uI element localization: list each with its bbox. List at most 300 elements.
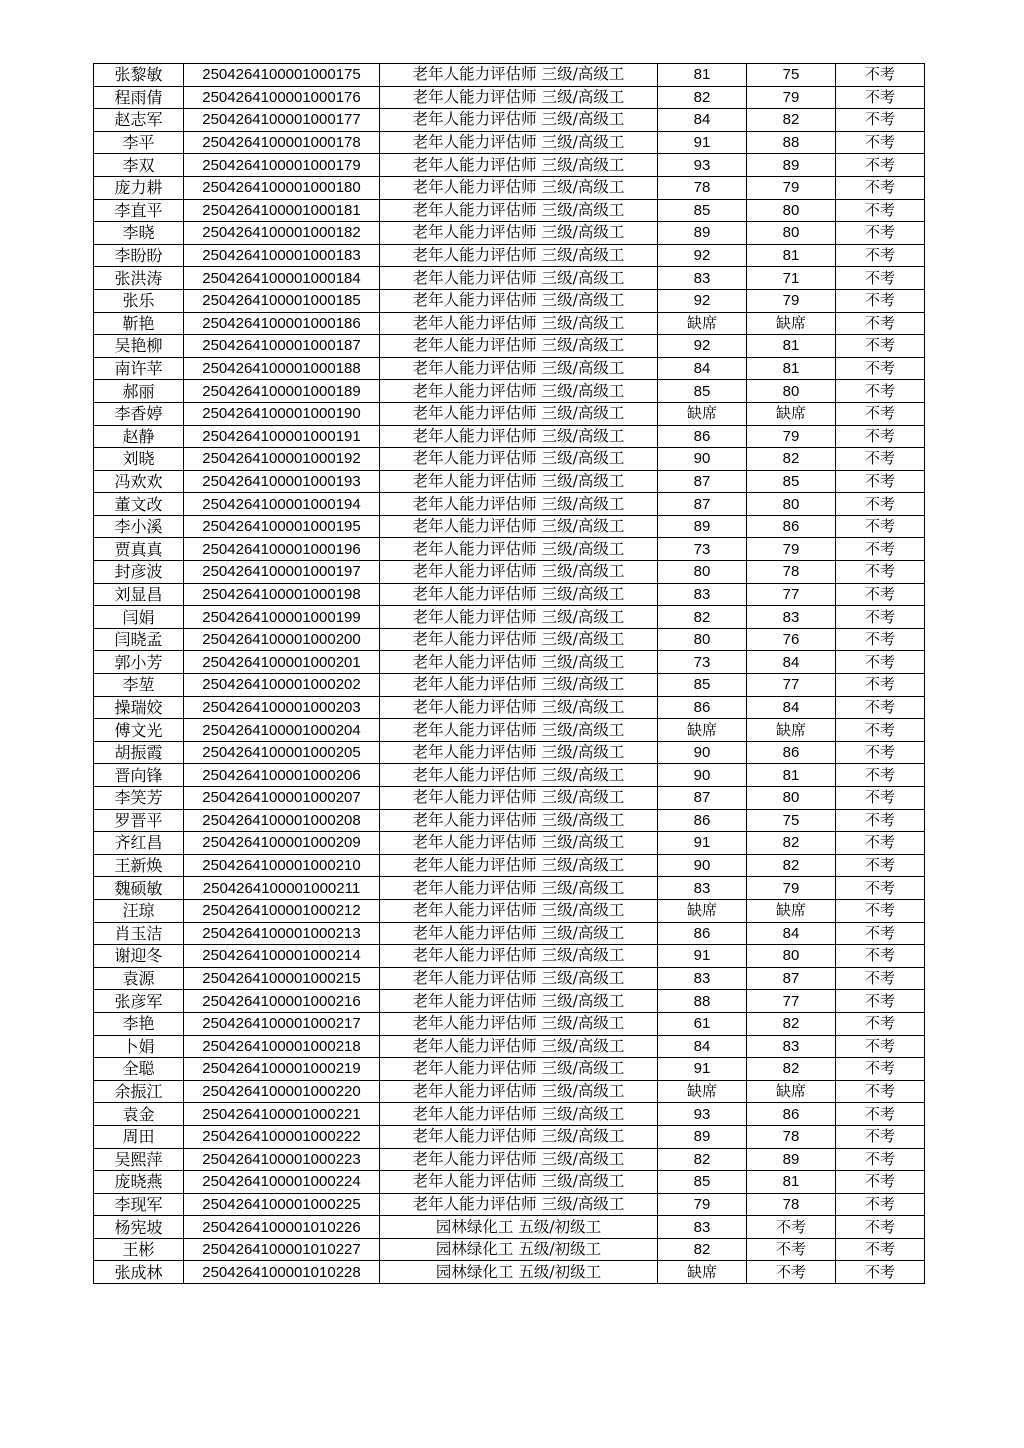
ticket-number-cell: 2504264100001000220	[184, 1080, 380, 1103]
table-row	[94, 493, 925, 516]
theory-score-cell: 83	[658, 583, 747, 606]
skill-score-cell: 79	[747, 86, 836, 109]
theory-score-cell: 84	[658, 357, 747, 380]
occupation-level-cell: 老年人能力评估师 三级/高级工	[380, 990, 658, 1013]
skill-score-cell: 71	[747, 267, 836, 290]
theory-score-cell: 73	[658, 651, 747, 674]
skill-score-cell: 84	[747, 651, 836, 674]
skill-score-cell: 81	[747, 764, 836, 787]
table-row	[94, 244, 925, 267]
table-row	[94, 990, 925, 1013]
candidate-name-cell: 李香婷	[94, 402, 184, 425]
theory-score-cell: 87	[658, 787, 747, 810]
occupation-level-cell: 老年人能力评估师 三级/高级工	[380, 335, 658, 358]
skill-score-cell: 缺席	[747, 899, 836, 922]
ticket-number-cell: 2504264100001000191	[184, 425, 380, 448]
occupation-level-cell: 园林绿化工 五级/初级工	[380, 1238, 658, 1261]
ticket-number-cell: 2504264100001000179	[184, 154, 380, 177]
occupation-level-cell: 老年人能力评估师 三级/高级工	[380, 945, 658, 968]
ticket-number-cell: 2504264100001000188	[184, 357, 380, 380]
theory-score-cell: 79	[658, 1193, 747, 1216]
skill-score-cell: 81	[747, 335, 836, 358]
candidate-name-cell: 李小溪	[94, 515, 184, 538]
comprehensive-score-cell: 不考	[836, 1058, 925, 1081]
ticket-number-cell: 2504264100001000211	[184, 877, 380, 900]
ticket-number-cell: 2504264100001000183	[184, 244, 380, 267]
skill-score-cell: 86	[747, 1103, 836, 1126]
table-row	[94, 1148, 925, 1171]
theory-score-cell: 83	[658, 877, 747, 900]
comprehensive-score-cell: 不考	[836, 493, 925, 516]
ticket-number-cell: 2504264100001000209	[184, 832, 380, 855]
skill-score-cell: 79	[747, 176, 836, 199]
table-row	[94, 86, 925, 109]
table-row	[94, 787, 925, 810]
table-row	[94, 109, 925, 132]
occupation-level-cell: 老年人能力评估师 三级/高级工	[380, 1103, 658, 1126]
table-row	[94, 1012, 925, 1035]
occupation-level-cell: 老年人能力评估师 三级/高级工	[380, 1035, 658, 1058]
comprehensive-score-cell: 不考	[836, 696, 925, 719]
ticket-number-cell: 2504264100001000224	[184, 1171, 380, 1194]
theory-score-cell: 86	[658, 809, 747, 832]
candidate-name-cell: 操瑞姣	[94, 696, 184, 719]
theory-score-cell: 89	[658, 1125, 747, 1148]
skill-score-cell: 77	[747, 583, 836, 606]
candidate-name-cell: 赵静	[94, 425, 184, 448]
comprehensive-score-cell: 不考	[836, 628, 925, 651]
comprehensive-score-cell: 不考	[836, 990, 925, 1013]
skill-score-cell: 82	[747, 109, 836, 132]
ticket-number-cell: 2504264100001000176	[184, 86, 380, 109]
candidate-name-cell: 刘晓	[94, 448, 184, 471]
candidate-name-cell: 赵志军	[94, 109, 184, 132]
theory-score-cell: 84	[658, 109, 747, 132]
ticket-number-cell: 2504264100001000213	[184, 922, 380, 945]
candidate-name-cell: 罗晋平	[94, 809, 184, 832]
candidate-name-cell: 袁金	[94, 1103, 184, 1126]
candidate-name-cell: 庞力耕	[94, 176, 184, 199]
skill-score-cell: 不考	[747, 1261, 836, 1284]
table-row	[94, 1103, 925, 1126]
comprehensive-score-cell: 不考	[836, 244, 925, 267]
ticket-number-cell: 2504264100001000207	[184, 787, 380, 810]
comprehensive-score-cell: 不考	[836, 448, 925, 471]
comprehensive-score-cell: 不考	[836, 877, 925, 900]
comprehensive-score-cell: 不考	[836, 515, 925, 538]
comprehensive-score-cell: 不考	[836, 176, 925, 199]
ticket-number-cell: 2504264100001000187	[184, 335, 380, 358]
theory-score-cell: 缺席	[658, 1261, 747, 1284]
table-row	[94, 945, 925, 968]
table-row	[94, 312, 925, 335]
occupation-level-cell: 老年人能力评估师 三级/高级工	[380, 967, 658, 990]
theory-score-cell: 83	[658, 267, 747, 290]
candidate-name-cell: 刘显昌	[94, 583, 184, 606]
table-row	[94, 357, 925, 380]
comprehensive-score-cell: 不考	[836, 1171, 925, 1194]
ticket-number-cell: 2504264100001000210	[184, 854, 380, 877]
ticket-number-cell: 2504264100001000181	[184, 199, 380, 222]
ticket-number-cell: 2504264100001000225	[184, 1193, 380, 1216]
comprehensive-score-cell: 不考	[836, 945, 925, 968]
ticket-number-cell: 2504264100001000195	[184, 515, 380, 538]
occupation-level-cell: 园林绿化工 五级/初级工	[380, 1216, 658, 1239]
candidate-name-cell: 王彬	[94, 1238, 184, 1261]
ticket-number-cell: 2504264100001000180	[184, 176, 380, 199]
skill-score-cell: 83	[747, 1035, 836, 1058]
ticket-number-cell: 2504264100001000217	[184, 1012, 380, 1035]
theory-score-cell: 61	[658, 1012, 747, 1035]
ticket-number-cell: 2504264100001000192	[184, 448, 380, 471]
occupation-level-cell: 老年人能力评估师 三级/高级工	[380, 719, 658, 742]
ticket-number-cell: 2504264100001000193	[184, 470, 380, 493]
comprehensive-score-cell: 不考	[836, 832, 925, 855]
table-row	[94, 448, 925, 471]
table-row	[94, 606, 925, 629]
table-row	[94, 651, 925, 674]
theory-score-cell: 85	[658, 380, 747, 403]
ticket-number-cell: 2504264100001000198	[184, 583, 380, 606]
theory-score-cell: 80	[658, 561, 747, 584]
occupation-level-cell: 老年人能力评估师 三级/高级工	[380, 1148, 658, 1171]
ticket-number-cell: 2504264100001000221	[184, 1103, 380, 1126]
table-row	[94, 583, 925, 606]
candidate-name-cell: 王新焕	[94, 854, 184, 877]
ticket-number-cell: 2504264100001000212	[184, 899, 380, 922]
candidate-name-cell: 南许苹	[94, 357, 184, 380]
table-row	[94, 1238, 925, 1261]
table-row	[94, 764, 925, 787]
skill-score-cell: 缺席	[747, 719, 836, 742]
ticket-number-cell: 2504264100001000222	[184, 1125, 380, 1148]
ticket-number-cell: 2504264100001000199	[184, 606, 380, 629]
occupation-level-cell: 老年人能力评估师 三级/高级工	[380, 809, 658, 832]
occupation-level-cell: 老年人能力评估师 三级/高级工	[380, 538, 658, 561]
ticket-number-cell: 2504264100001000175	[184, 64, 380, 87]
comprehensive-score-cell: 不考	[836, 1012, 925, 1035]
theory-score-cell: 90	[658, 854, 747, 877]
ticket-number-cell: 2504264100001000215	[184, 967, 380, 990]
theory-score-cell: 90	[658, 741, 747, 764]
occupation-level-cell: 老年人能力评估师 三级/高级工	[380, 674, 658, 697]
occupation-level-cell: 老年人能力评估师 三级/高级工	[380, 402, 658, 425]
skill-score-cell: 79	[747, 425, 836, 448]
table-row	[94, 1193, 925, 1216]
theory-score-cell: 83	[658, 967, 747, 990]
ticket-number-cell: 2504264100001000185	[184, 289, 380, 312]
occupation-level-cell: 老年人能力评估师 三级/高级工	[380, 1012, 658, 1035]
comprehensive-score-cell: 不考	[836, 1080, 925, 1103]
theory-score-cell: 92	[658, 335, 747, 358]
score-table-body	[94, 64, 925, 1284]
theory-score-cell: 78	[658, 176, 747, 199]
candidate-name-cell: 董文改	[94, 493, 184, 516]
occupation-level-cell: 老年人能力评估师 三级/高级工	[380, 832, 658, 855]
table-row	[94, 1171, 925, 1194]
candidate-name-cell: 靳艳	[94, 312, 184, 335]
table-row	[94, 832, 925, 855]
ticket-number-cell: 2504264100001000201	[184, 651, 380, 674]
candidate-name-cell: 魏硕敏	[94, 877, 184, 900]
candidate-name-cell: 贾真真	[94, 538, 184, 561]
comprehensive-score-cell: 不考	[836, 267, 925, 290]
comprehensive-score-cell: 不考	[836, 922, 925, 945]
theory-score-cell: 82	[658, 86, 747, 109]
occupation-level-cell: 老年人能力评估师 三级/高级工	[380, 651, 658, 674]
skill-score-cell: 80	[747, 222, 836, 245]
skill-score-cell: 81	[747, 244, 836, 267]
occupation-level-cell: 老年人能力评估师 三级/高级工	[380, 380, 658, 403]
candidate-name-cell: 闫晓孟	[94, 628, 184, 651]
comprehensive-score-cell: 不考	[836, 583, 925, 606]
occupation-level-cell: 老年人能力评估师 三级/高级工	[380, 176, 658, 199]
theory-score-cell: 90	[658, 448, 747, 471]
occupation-level-cell: 老年人能力评估师 三级/高级工	[380, 312, 658, 335]
occupation-level-cell: 老年人能力评估师 三级/高级工	[380, 425, 658, 448]
skill-score-cell: 78	[747, 1193, 836, 1216]
candidate-name-cell: 李堃	[94, 674, 184, 697]
score-table-container	[93, 63, 925, 1284]
candidate-name-cell: 李直平	[94, 199, 184, 222]
candidate-name-cell: 庞晓燕	[94, 1171, 184, 1194]
occupation-level-cell: 园林绿化工 五级/初级工	[380, 1261, 658, 1284]
comprehensive-score-cell: 不考	[836, 764, 925, 787]
comprehensive-score-cell: 不考	[836, 312, 925, 335]
theory-score-cell: 73	[658, 538, 747, 561]
theory-score-cell: 82	[658, 606, 747, 629]
table-row	[94, 199, 925, 222]
skill-score-cell: 81	[747, 357, 836, 380]
theory-score-cell: 83	[658, 1216, 747, 1239]
occupation-level-cell: 老年人能力评估师 三级/高级工	[380, 86, 658, 109]
comprehensive-score-cell: 不考	[836, 1216, 925, 1239]
table-row	[94, 176, 925, 199]
ticket-number-cell: 2504264100001010228	[184, 1261, 380, 1284]
occupation-level-cell: 老年人能力评估师 三级/高级工	[380, 922, 658, 945]
candidate-name-cell: 周田	[94, 1125, 184, 1148]
table-row	[94, 922, 925, 945]
table-row	[94, 1261, 925, 1284]
ticket-number-cell: 2504264100001000177	[184, 109, 380, 132]
comprehensive-score-cell: 不考	[836, 289, 925, 312]
occupation-level-cell: 老年人能力评估师 三级/高级工	[380, 741, 658, 764]
occupation-level-cell: 老年人能力评估师 三级/高级工	[380, 764, 658, 787]
comprehensive-score-cell: 不考	[836, 1238, 925, 1261]
skill-score-cell: 缺席	[747, 402, 836, 425]
table-row	[94, 854, 925, 877]
comprehensive-score-cell: 不考	[836, 154, 925, 177]
theory-score-cell: 82	[658, 1238, 747, 1261]
skill-score-cell: 75	[747, 809, 836, 832]
comprehensive-score-cell: 不考	[836, 538, 925, 561]
skill-score-cell: 79	[747, 877, 836, 900]
candidate-name-cell: 杨宪坡	[94, 1216, 184, 1239]
occupation-level-cell: 老年人能力评估师 三级/高级工	[380, 1058, 658, 1081]
candidate-name-cell: 袁源	[94, 967, 184, 990]
skill-score-cell: 79	[747, 538, 836, 561]
candidate-name-cell: 李现军	[94, 1193, 184, 1216]
comprehensive-score-cell: 不考	[836, 425, 925, 448]
comprehensive-score-cell: 不考	[836, 1193, 925, 1216]
table-row	[94, 719, 925, 742]
occupation-level-cell: 老年人能力评估师 三级/高级工	[380, 899, 658, 922]
skill-score-cell: 82	[747, 832, 836, 855]
ticket-number-cell: 2504264100001000194	[184, 493, 380, 516]
occupation-level-cell: 老年人能力评估师 三级/高级工	[380, 267, 658, 290]
candidate-name-cell: 张黎敏	[94, 64, 184, 87]
table-row	[94, 967, 925, 990]
skill-score-cell: 89	[747, 1148, 836, 1171]
theory-score-cell: 91	[658, 832, 747, 855]
candidate-name-cell: 晋向锋	[94, 764, 184, 787]
theory-score-cell: 90	[658, 764, 747, 787]
theory-score-cell: 89	[658, 515, 747, 538]
table-row	[94, 1125, 925, 1148]
candidate-name-cell: 吴艳柳	[94, 335, 184, 358]
comprehensive-score-cell: 不考	[836, 674, 925, 697]
table-row	[94, 696, 925, 719]
ticket-number-cell: 2504264100001000218	[184, 1035, 380, 1058]
occupation-level-cell: 老年人能力评估师 三级/高级工	[380, 222, 658, 245]
theory-score-cell: 缺席	[658, 402, 747, 425]
candidate-name-cell: 张彦军	[94, 990, 184, 1013]
occupation-level-cell: 老年人能力评估师 三级/高级工	[380, 606, 658, 629]
occupation-level-cell: 老年人能力评估师 三级/高级工	[380, 154, 658, 177]
occupation-level-cell: 老年人能力评估师 三级/高级工	[380, 854, 658, 877]
comprehensive-score-cell: 不考	[836, 357, 925, 380]
theory-score-cell: 80	[658, 628, 747, 651]
table-row	[94, 222, 925, 245]
skill-score-cell: 86	[747, 515, 836, 538]
skill-score-cell: 83	[747, 606, 836, 629]
candidate-name-cell: 余振江	[94, 1080, 184, 1103]
candidate-name-cell: 李笑芳	[94, 787, 184, 810]
table-row	[94, 64, 925, 87]
ticket-number-cell: 2504264100001000205	[184, 741, 380, 764]
skill-score-cell: 87	[747, 967, 836, 990]
comprehensive-score-cell: 不考	[836, 109, 925, 132]
candidate-name-cell: 封彦波	[94, 561, 184, 584]
skill-score-cell: 88	[747, 131, 836, 154]
theory-score-cell: 85	[658, 199, 747, 222]
table-row	[94, 267, 925, 290]
occupation-level-cell: 老年人能力评估师 三级/高级工	[380, 64, 658, 87]
occupation-level-cell: 老年人能力评估师 三级/高级工	[380, 448, 658, 471]
ticket-number-cell: 2504264100001000204	[184, 719, 380, 742]
theory-score-cell: 86	[658, 425, 747, 448]
skill-score-cell: 84	[747, 922, 836, 945]
ticket-number-cell: 2504264100001000196	[184, 538, 380, 561]
ticket-number-cell: 2504264100001010227	[184, 1238, 380, 1261]
comprehensive-score-cell: 不考	[836, 787, 925, 810]
ticket-number-cell: 2504264100001010226	[184, 1216, 380, 1239]
ticket-number-cell: 2504264100001000178	[184, 131, 380, 154]
theory-score-cell: 85	[658, 674, 747, 697]
comprehensive-score-cell: 不考	[836, 606, 925, 629]
theory-score-cell: 缺席	[658, 1080, 747, 1103]
ticket-number-cell: 2504264100001000197	[184, 561, 380, 584]
comprehensive-score-cell: 不考	[836, 380, 925, 403]
table-row	[94, 877, 925, 900]
comprehensive-score-cell: 不考	[836, 561, 925, 584]
candidate-name-cell: 谢迎冬	[94, 945, 184, 968]
candidate-name-cell: 胡振霞	[94, 741, 184, 764]
theory-score-cell: 87	[658, 470, 747, 493]
occupation-level-cell: 老年人能力评估师 三级/高级工	[380, 628, 658, 651]
comprehensive-score-cell: 不考	[836, 1035, 925, 1058]
table-row	[94, 470, 925, 493]
occupation-level-cell: 老年人能力评估师 三级/高级工	[380, 1193, 658, 1216]
skill-score-cell: 82	[747, 448, 836, 471]
ticket-number-cell: 2504264100001000206	[184, 764, 380, 787]
occupation-level-cell: 老年人能力评估师 三级/高级工	[380, 470, 658, 493]
comprehensive-score-cell: 不考	[836, 64, 925, 87]
ticket-number-cell: 2504264100001000202	[184, 674, 380, 697]
candidate-name-cell: 全聪	[94, 1058, 184, 1081]
skill-score-cell: 79	[747, 289, 836, 312]
occupation-level-cell: 老年人能力评估师 三级/高级工	[380, 493, 658, 516]
ticket-number-cell: 2504264100001000189	[184, 380, 380, 403]
table-row	[94, 809, 925, 832]
table-row	[94, 538, 925, 561]
table-row	[94, 402, 925, 425]
theory-score-cell: 87	[658, 493, 747, 516]
comprehensive-score-cell: 不考	[836, 967, 925, 990]
comprehensive-score-cell: 不考	[836, 131, 925, 154]
ticket-number-cell: 2504264100001000190	[184, 402, 380, 425]
skill-score-cell: 78	[747, 1125, 836, 1148]
comprehensive-score-cell: 不考	[836, 402, 925, 425]
occupation-level-cell: 老年人能力评估师 三级/高级工	[380, 561, 658, 584]
ticket-number-cell: 2504264100001000184	[184, 267, 380, 290]
comprehensive-score-cell: 不考	[836, 335, 925, 358]
occupation-level-cell: 老年人能力评估师 三级/高级工	[380, 696, 658, 719]
candidate-name-cell: 张乐	[94, 289, 184, 312]
ticket-number-cell: 2504264100001000182	[184, 222, 380, 245]
comprehensive-score-cell: 不考	[836, 899, 925, 922]
comprehensive-score-cell: 不考	[836, 222, 925, 245]
occupation-level-cell: 老年人能力评估师 三级/高级工	[380, 515, 658, 538]
skill-score-cell: 82	[747, 854, 836, 877]
theory-score-cell: 91	[658, 945, 747, 968]
theory-score-cell: 93	[658, 154, 747, 177]
ticket-number-cell: 2504264100001000200	[184, 628, 380, 651]
candidate-name-cell: 李双	[94, 154, 184, 177]
candidate-name-cell: 张成林	[94, 1261, 184, 1284]
comprehensive-score-cell: 不考	[836, 470, 925, 493]
theory-score-cell: 缺席	[658, 719, 747, 742]
theory-score-cell: 91	[658, 1058, 747, 1081]
occupation-level-cell: 老年人能力评估师 三级/高级工	[380, 1125, 658, 1148]
candidate-name-cell: 齐红昌	[94, 832, 184, 855]
candidate-name-cell: 傅文光	[94, 719, 184, 742]
theory-score-cell: 91	[658, 131, 747, 154]
ticket-number-cell: 2504264100001000219	[184, 1058, 380, 1081]
candidate-name-cell: 李平	[94, 131, 184, 154]
table-row	[94, 674, 925, 697]
skill-score-cell: 80	[747, 380, 836, 403]
table-row	[94, 899, 925, 922]
comprehensive-score-cell: 不考	[836, 1261, 925, 1284]
table-row	[94, 741, 925, 764]
skill-score-cell: 缺席	[747, 1080, 836, 1103]
candidate-name-cell: 肖玉洁	[94, 922, 184, 945]
ticket-number-cell: 2504264100001000186	[184, 312, 380, 335]
skill-score-cell: 80	[747, 493, 836, 516]
comprehensive-score-cell: 不考	[836, 1103, 925, 1126]
table-row	[94, 425, 925, 448]
